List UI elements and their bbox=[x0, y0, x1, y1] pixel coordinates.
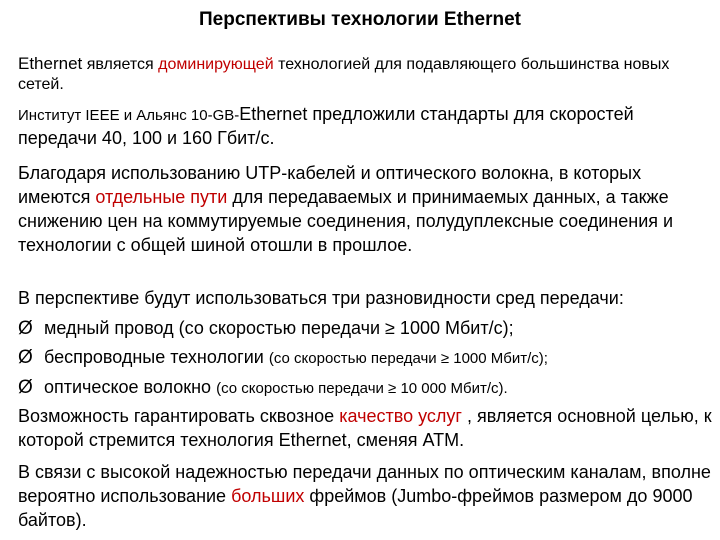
p5-text-end: , является основной целью, к которой стремится технология Ethernet, сменяя ATM. bbox=[18, 406, 712, 450]
ethernet-word: Ethernet bbox=[18, 54, 83, 73]
paragraph-ethernet-dominance bbox=[18, 54, 712, 95]
paragraph-standards bbox=[18, 102, 712, 150]
paragraph-media-intro: В перспективе будут использоваться три разновидности сред передачи: bbox=[18, 288, 624, 308]
p6-text-end: фреймов (Jumbo-фреймов размером до 9000 байтов). bbox=[18, 486, 693, 530]
p3-text-end: для передаваемых и принимаемых данных, а также снижению цен на коммутируемые соединения, полудуплексные соединения и технологии с общей шиной отошли в прошлое. bbox=[18, 187, 674, 255]
p1-text: является bbox=[82, 56, 159, 73]
paragraph-jumbo-frames bbox=[18, 460, 712, 532]
large-highlight: больших bbox=[231, 486, 305, 506]
bullet-subtext: (со скоростью передачи ≥ 1000 Мбит/с); bbox=[268, 350, 548, 367]
arrow-bullet-icon: Ø bbox=[18, 347, 33, 368]
institute-text: Институт IEEE и Альянс 10-GB- bbox=[18, 107, 240, 124]
slide-title: Перспективы технологии Ethernet bbox=[199, 9, 521, 30]
separate-paths-highlight: отдельные пути bbox=[95, 187, 228, 207]
p5-text: Возможность гарантировать сквозное bbox=[18, 406, 340, 426]
paragraph-qos bbox=[18, 404, 712, 452]
bullet-copper bbox=[18, 316, 712, 341]
qos-highlight: качество услуг bbox=[339, 406, 462, 426]
p3-text: Благодаря использованию UTP-кабелей и оптического волокна, в которых имеются bbox=[18, 163, 642, 207]
p1-text-end: технологией для подавляющего большинства новых сетей. bbox=[18, 56, 670, 93]
standards-text: предложили стандарты для скоростей передачи 40, 100 и 160 Гбит/с. bbox=[18, 104, 634, 148]
paragraph-utp-fiber bbox=[18, 161, 712, 257]
bullet-text: оптическое волокно bbox=[44, 377, 217, 397]
bullet-text: медный провод (со скоростью передачи ≥ 1000 Мбит/с); bbox=[44, 318, 514, 338]
bullet-fiber bbox=[18, 375, 712, 400]
bullet-subtext: (со скоростью передачи ≥ 10 000 Мбит/с). bbox=[216, 380, 508, 397]
bullet-wireless bbox=[18, 345, 712, 370]
bullet-text: беспроводные технологии bbox=[44, 347, 269, 367]
arrow-bullet-icon: Ø bbox=[18, 318, 33, 339]
arrow-bullet-icon: Ø bbox=[18, 377, 33, 398]
dominant-highlight: доминирующей bbox=[158, 56, 274, 73]
ethernet-word-2: Ethernet bbox=[239, 104, 308, 124]
p6-text: В связи с высокой надежностью передачи данных по оптическим каналам, вполне вероятно использование bbox=[18, 462, 711, 506]
